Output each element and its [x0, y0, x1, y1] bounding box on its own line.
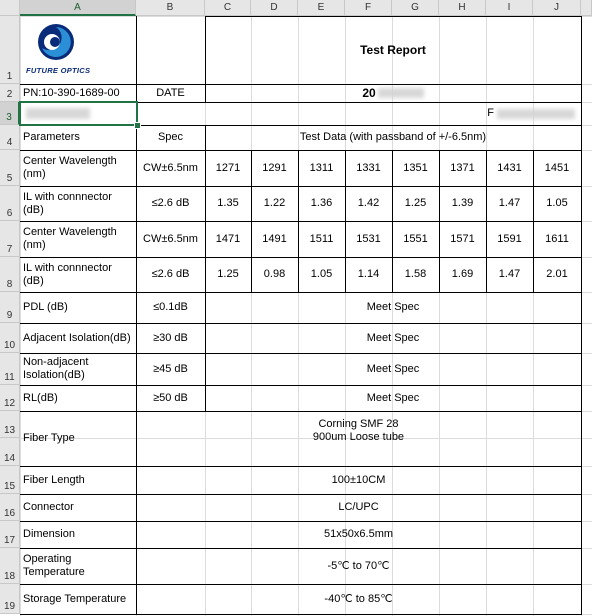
- nonadj-label[interactable]: Non-adjacent Isolation(dB): [23, 356, 89, 381]
- logo-text: FUTURE OPTICS: [26, 66, 91, 75]
- il1-value[interactable]: 1.47: [498, 197, 521, 209]
- pdl-spec[interactable]: ≤0.1dB: [153, 301, 188, 313]
- adj-result[interactable]: Meet Spec: [366, 331, 420, 344]
- adj-spec[interactable]: ≥30 dB: [153, 331, 188, 344]
- cw2-value[interactable]: 1511: [309, 232, 334, 245]
- nonadj-spec[interactable]: ≥45 dB: [153, 362, 188, 375]
- row-header-3[interactable]: 3: [0, 102, 20, 125]
- rl-spec[interactable]: ≥50 dB: [153, 391, 188, 404]
- column-header-f[interactable]: F: [345, 0, 392, 16]
- report-title[interactable]: Test Report: [360, 42, 426, 57]
- column-header-i[interactable]: I: [486, 0, 533, 16]
- fill-handle[interactable]: [134, 122, 141, 129]
- nonadj-result[interactable]: Meet Spec: [366, 362, 420, 375]
- fiber-type-label[interactable]: Fiber Type: [23, 432, 75, 444]
- cw2-label[interactable]: Center Wavelength (nm): [23, 226, 117, 251]
- il1-value[interactable]: 1.42: [357, 197, 380, 209]
- select-all-corner[interactable]: [0, 0, 20, 16]
- cw1-value[interactable]: 1311: [309, 161, 334, 174]
- il1-value[interactable]: 1.36: [310, 197, 333, 209]
- pdl-label[interactable]: PDL (dB): [23, 301, 68, 313]
- cw2-value[interactable]: 1531: [356, 232, 381, 245]
- column-header-d[interactable]: D: [251, 0, 298, 16]
- row-header-9[interactable]: 9: [0, 292, 20, 323]
- connector-label[interactable]: Connector: [23, 501, 74, 513]
- il2-value[interactable]: 1.05: [310, 268, 333, 280]
- cw2-value[interactable]: 1611: [545, 232, 569, 245]
- row-header-6[interactable]: 6: [0, 186, 20, 221]
- cw2-spec[interactable]: CW±6.5nm: [143, 232, 198, 245]
- border-h: [20, 614, 582, 615]
- column-header-a[interactable]: A: [20, 0, 136, 16]
- row-header-2[interactable]: 2: [0, 84, 20, 102]
- column-header-g[interactable]: G: [392, 0, 439, 16]
- il1-value[interactable]: 1.39: [451, 197, 474, 209]
- il2-spec[interactable]: ≤2.6 dB: [151, 268, 190, 280]
- rl-result[interactable]: Meet Spec: [366, 391, 420, 404]
- column-header-c[interactable]: C: [205, 0, 251, 16]
- fiber-type-line2: 900um Loose tube: [312, 431, 405, 443]
- cw1-value[interactable]: 1451: [544, 161, 570, 174]
- il2-value[interactable]: 1.25: [217, 268, 239, 280]
- row-header-18[interactable]: 18: [0, 548, 20, 584]
- dimension-label[interactable]: Dimension: [23, 528, 75, 540]
- row3-value-text: F: [487, 107, 494, 119]
- part-number[interactable]: PN:10-390-1689-00: [23, 86, 120, 99]
- row3-value[interactable]: [205, 102, 581, 125]
- st-temp-label[interactable]: Storage Temperature: [23, 592, 127, 605]
- il1-value[interactable]: 1.35: [217, 197, 239, 209]
- test-data-header[interactable]: Test Data (with passband of +/-6.5nm): [299, 131, 487, 143]
- border-v: [581, 16, 582, 614]
- date-value[interactable]: [205, 84, 581, 102]
- active-cell-selection[interactable]: [19, 101, 138, 126]
- spec-header[interactable]: Spec: [157, 131, 184, 143]
- op-temp-value[interactable]: -5℃ to 70℃: [327, 559, 390, 572]
- cw2-value[interactable]: 1491: [262, 232, 287, 245]
- redaction: [497, 109, 575, 119]
- il2-value[interactable]: 1.47: [498, 268, 521, 280]
- fiber-type-line1: Corning SMF 28: [318, 418, 399, 430]
- row-header-16[interactable]: 16: [0, 494, 20, 521]
- il1-label[interactable]: IL with connnector (dB): [23, 190, 112, 216]
- cw1-label[interactable]: Center Wavelength (nm): [23, 155, 117, 180]
- row-header-5[interactable]: 5: [0, 150, 20, 186]
- il1-value[interactable]: 1.25: [404, 197, 427, 209]
- parameters-header[interactable]: Parameters: [23, 131, 80, 143]
- il2-value[interactable]: 1.14: [357, 268, 380, 280]
- fiber-length-label[interactable]: Fiber Length: [23, 473, 85, 486]
- fiber-type-value[interactable]: [136, 411, 581, 451]
- il1-spec[interactable]: ≤2.6 dB: [151, 197, 190, 209]
- cw2-value[interactable]: 1551: [403, 232, 428, 245]
- row-header-10[interactable]: 10: [0, 323, 20, 353]
- il1-value[interactable]: 1.22: [263, 197, 286, 209]
- date-label[interactable]: DATE: [156, 86, 185, 99]
- cw1-spec[interactable]: CW±6.5nm: [143, 161, 198, 174]
- cw1-value[interactable]: 1271: [215, 161, 241, 174]
- cw2-value[interactable]: 1591: [497, 232, 522, 245]
- row-header-12[interactable]: 12: [0, 385, 20, 411]
- cw1-value[interactable]: 1431: [497, 161, 522, 174]
- cw1-value[interactable]: 1371: [450, 161, 475, 174]
- row-header-14[interactable]: 14: [0, 438, 20, 466]
- row-header-13[interactable]: 13: [0, 411, 20, 438]
- st-temp-value[interactable]: -40℃ to 85℃: [324, 592, 393, 605]
- il2-value[interactable]: 2.01: [546, 268, 568, 280]
- column-header-j[interactable]: J: [533, 0, 581, 16]
- il2-value[interactable]: 1.58: [404, 268, 427, 280]
- connector-value[interactable]: LC/UPC: [338, 501, 379, 513]
- date-value-text: 20: [362, 85, 376, 100]
- row-header-4[interactable]: 4: [0, 125, 20, 150]
- company-logo: [26, 18, 126, 78]
- dimension-value[interactable]: 51x50x6.5mm: [323, 528, 394, 540]
- cw2-value[interactable]: 1471: [215, 232, 241, 245]
- pdl-result[interactable]: Meet Spec: [366, 301, 420, 313]
- cw1-value[interactable]: 1331: [356, 161, 381, 174]
- row-header-17[interactable]: 17: [0, 521, 20, 548]
- il1-value[interactable]: 1.05: [546, 197, 568, 209]
- cw2-value[interactable]: 1571: [450, 232, 475, 245]
- row-header-11[interactable]: 11: [0, 353, 20, 385]
- op-temp-label[interactable]: Operating Temperature: [23, 553, 85, 578]
- redaction: [378, 88, 424, 98]
- column-header-b[interactable]: B: [136, 0, 205, 16]
- fiber-length-value[interactable]: 100±10CM: [331, 473, 386, 486]
- row-header-7[interactable]: 7: [0, 221, 20, 257]
- column-header-h[interactable]: H: [439, 0, 486, 16]
- il2-value[interactable]: 0.98: [263, 268, 286, 280]
- row-header-19[interactable]: 19: [0, 584, 20, 614]
- column-header-overflow[interactable]: [581, 0, 592, 16]
- cw1-value[interactable]: 1351: [403, 161, 428, 174]
- row-header-8[interactable]: 8: [0, 257, 20, 292]
- adj-label[interactable]: Adjacent Isolation(dB): [23, 331, 131, 344]
- row-header-1[interactable]: 1: [0, 16, 20, 84]
- column-header-e[interactable]: E: [298, 0, 345, 16]
- rl-label[interactable]: RL(dB): [23, 391, 58, 404]
- il2-value[interactable]: 1.69: [451, 268, 474, 280]
- cw1-value[interactable]: 1291: [262, 161, 287, 174]
- row-header-15[interactable]: 15: [0, 466, 20, 494]
- il2-label[interactable]: IL with connnector (dB): [23, 261, 112, 287]
